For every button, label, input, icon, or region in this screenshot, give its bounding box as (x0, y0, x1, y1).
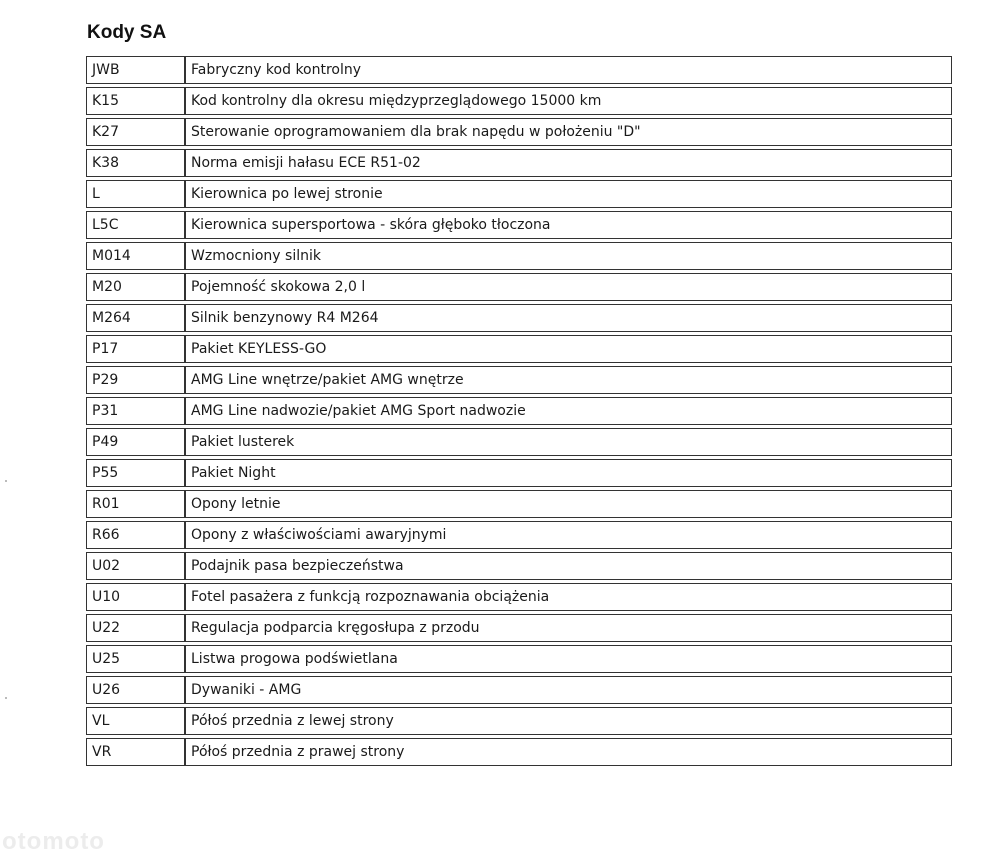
watermark-logo: otomoto (2, 828, 105, 855)
description-cell: Półoś przednia z prawej strony (186, 738, 952, 766)
code-cell: P29 (86, 366, 186, 394)
code-cell: VL (86, 707, 186, 735)
description-cell: Regulacja podparcia kręgosłupa z przodu (186, 614, 952, 642)
code-cell: R01 (86, 490, 186, 518)
code-cell: M264 (86, 304, 186, 332)
table-row (86, 242, 952, 270)
code-cell: L (86, 180, 186, 208)
table-row (86, 87, 952, 115)
code-cell: P17 (86, 335, 186, 363)
table-row (86, 428, 952, 456)
code-cell: P49 (86, 428, 186, 456)
description-cell: Kod kontrolny dla okresu międzyprzeglądowego 15000 km (186, 87, 952, 115)
description-cell: Norma emisji hałasu ECE R51-02 (186, 149, 952, 177)
description-cell: Podajnik pasa bezpieczeństwa (186, 552, 952, 580)
table-row (86, 738, 952, 766)
code-cell: JWB (86, 56, 186, 84)
code-cell: K27 (86, 118, 186, 146)
description-cell: Silnik benzynowy R4 M264 (186, 304, 952, 332)
code-cell: VR (86, 738, 186, 766)
table-row (86, 614, 952, 642)
table-row (86, 397, 952, 425)
table-row (86, 180, 952, 208)
table-row (86, 149, 952, 177)
description-cell: Sterowanie oprogramowaniem dla brak napędu w położeniu "D" (186, 118, 952, 146)
code-cell: M014 (86, 242, 186, 270)
code-cell: K38 (86, 149, 186, 177)
description-cell: Dywaniki - AMG (186, 676, 952, 704)
description-cell: Pakiet KEYLESS-GO (186, 335, 952, 363)
code-cell: P31 (86, 397, 186, 425)
description-cell: Kierownica supersportowa - skóra głęboko tłoczona (186, 211, 952, 239)
table-row (86, 459, 952, 487)
description-cell: Pojemność skokowa 2,0 l (186, 273, 952, 301)
description-cell: Pakiet lusterek (186, 428, 952, 456)
description-cell: Opony letnie (186, 490, 952, 518)
table-row (86, 583, 952, 611)
table-row (86, 490, 952, 518)
sa-codes-table (86, 53, 952, 769)
table-row (86, 56, 952, 84)
table-row (86, 304, 952, 332)
table-row (86, 645, 952, 673)
description-cell: Pakiet Night (186, 459, 952, 487)
table-row (86, 335, 952, 363)
table-row (86, 273, 952, 301)
code-cell: M20 (86, 273, 186, 301)
description-cell: Fotel pasażera z funkcją rozpoznawania obciążenia (186, 583, 952, 611)
table-row (86, 552, 952, 580)
code-cell: U22 (86, 614, 186, 642)
table-row (86, 676, 952, 704)
table-row (86, 521, 952, 549)
description-cell: Półoś przednia z lewej strony (186, 707, 952, 735)
scan-dot (5, 697, 7, 699)
code-cell: U10 (86, 583, 186, 611)
table-row (86, 707, 952, 735)
table-row (86, 366, 952, 394)
description-cell: Listwa progowa podświetlana (186, 645, 952, 673)
scan-dot (5, 480, 7, 482)
code-cell: U02 (86, 552, 186, 580)
description-cell: AMG Line nadwozie/pakiet AMG Sport nadwozie (186, 397, 952, 425)
description-cell: Kierownica po lewej stronie (186, 180, 952, 208)
code-cell: U26 (86, 676, 186, 704)
code-cell: U25 (86, 645, 186, 673)
code-cell: K15 (86, 87, 186, 115)
sa-codes-table-body (86, 56, 952, 766)
description-cell: Fabryczny kod kontrolny (186, 56, 952, 84)
description-cell: Wzmocniony silnik (186, 242, 952, 270)
code-cell: R66 (86, 521, 186, 549)
description-cell: Opony z właściwościami awaryjnymi (186, 521, 952, 549)
table-row (86, 118, 952, 146)
page-title: Kody SA (87, 22, 167, 43)
description-cell: AMG Line wnętrze/pakiet AMG wnętrze (186, 366, 952, 394)
code-cell: L5C (86, 211, 186, 239)
code-cell: P55 (86, 459, 186, 487)
table-row (86, 211, 952, 239)
